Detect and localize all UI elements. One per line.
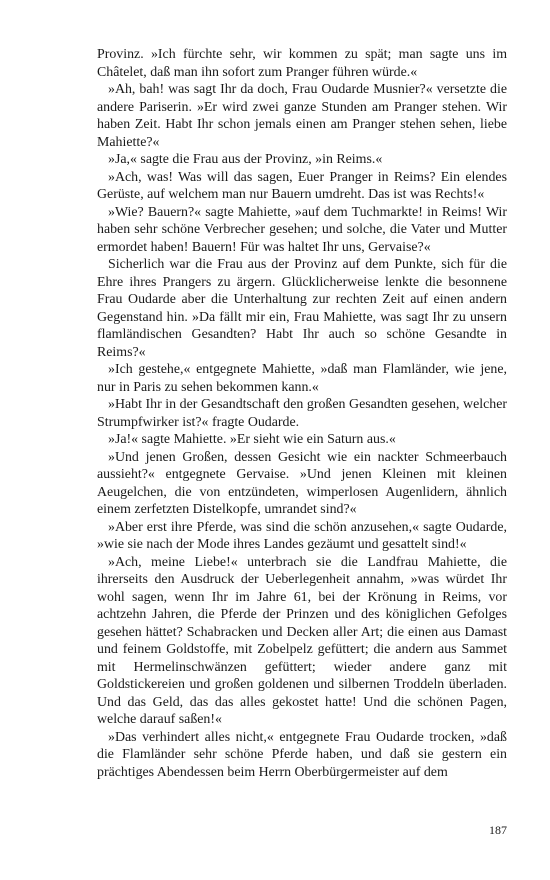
paragraph: »Ich gestehe,« entgegnete Mahiette, »daß man Flamländer, wie jene, nur in Paris zu sehen bekommen kann.« [97,362,507,395]
paragraph: »Ach, meine Liebe!« unterbrach sie die Landfrau Mahiette, die ihrerseits den Ausdruck der Ueberlegenheit annahm, »was würdet Ihr wohl sagen, wenn Ihr im Jahre 61, bei der Krönung in Reims, vor achtzehn Jahren, die Pferde der Prinzen und des königlichen Gefolges gesehen hättet? Schabracken und Decken aller Art; die einen aus Damast und feinem Goldstoffe, mit Zobelpelz gefüttert; die andern aus Sammet mit Hermelinschwänzen gefüttert; wieder andere ganz mit Goldstickereien und großen goldenen und silbernen Troddeln überladen. Und das Geld, das das alles gekostet hatte! Und die schönen Pagen, welche darauf saßen!« [97,554,507,727]
paragraph: »Ja!« sagte Mahiette. »Er sieht wie ein Saturn aus.« [108,432,396,447]
paragraph: »Habt Ihr in der Gesandtschaft den großen Gesandten gesehen, welcher Strumpfwirker ist?« fragte Oudarde. [97,397,507,430]
paragraph: »Ah, bah! was sagt Ihr da doch, Frau Oudarde Musnier?« versetzte die andere Pariserin. »Er wird zwei ganze Stunden am Pranger stehen. Wir haben Zeit. Habt Ihr schon jemals einen am Pranger stehen sehen, liebe Mahiette?« [97,82,507,150]
paragraph: Provinz. »Ich fürchte sehr, wir kommen zu spät; man sagte uns im Châtelet, daß man ihn sofort zum Pranger führen würde.« [97,47,507,80]
paragraph: »Aber erst ihre Pferde, was sind die schön anzusehen,« sagte Oudarde, »wie sie nach der Mode ihres Landes gezäumt und gesattelt sind!« [97,519,507,552]
paragraph: »Und jenen Großen, dessen Gesicht wie ein nackter Schmeerbauch aussieht?« entgegnete Gervaise. »Und jenen Kleinen mit kleinen Aeugelchen, die von entzündeten, wimperlosen Augenlidern, ähnlich einem zerfetzten Distelkopfe, umrandet sind?« [97,449,507,517]
page-text [97,46,507,781]
page-number: 187 [489,823,507,837]
paragraph: »Das verhindert alles nicht,« entgegnete Frau Oudarde trocken, »daß die Flamländer sehr schöne Pferde haben, und daß sie gestern ein prächtiges Abendessen beim Herrn Oberbürgermeister auf dem [97,729,507,780]
paragraph: Sicherlich war die Frau aus der Provinz auf dem Punkte, sich für die Ehre ihres Prangers zu ärgern. Glücklicherweise lenkte die besonnene Frau Oudarde aber die Unterhaltung zur rechten Zeit auf einen andern Gegenstand hin. »Da fällt mir ein, Frau Mahiette, was sagt Ihr zu unsern flamländischen Gesandten? Habt Ihr auch so schöne Gesandte in Reims?« [97,257,507,360]
paragraph: »Ja,« sagte die Frau aus der Provinz, »in Reims.« [108,152,383,167]
paragraph: »Wie? Bauern?« sagte Mahiette, »auf dem Tuchmarkte! in Reims! Wir haben sehr schöne Verbrecher gesehen; und solche, die Vater und Mutter ermordet haben! Bauern! Für was haltet Ihr uns, Gervaise?« [97,204,507,255]
paragraph: »Ach, was! Was will das sagen, Euer Pranger in Reims? Ein elendes Gerüste, auf welchem man nur Bauern umdreht. Das ist was Rechts!« [97,169,507,202]
